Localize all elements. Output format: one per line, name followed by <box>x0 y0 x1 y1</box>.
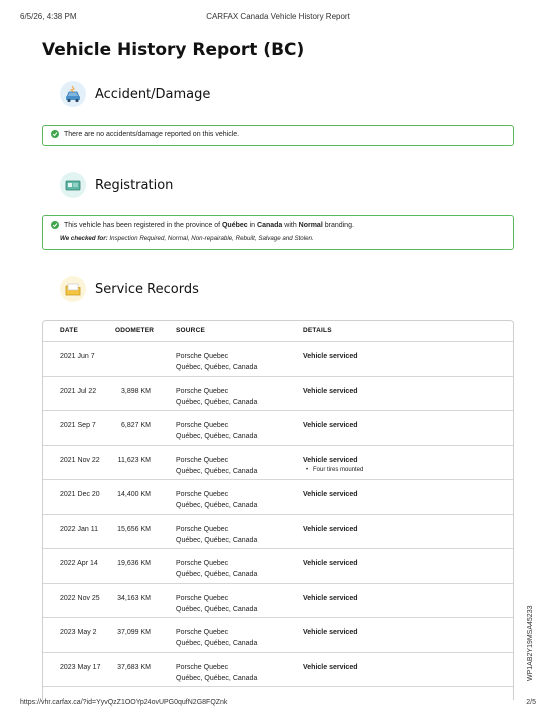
row-source <box>176 386 257 408</box>
row-date: 2021 Nov 22 <box>60 456 100 464</box>
check-circle-icon <box>51 130 59 138</box>
table-row <box>43 549 513 584</box>
row-details <box>303 351 357 362</box>
row-source <box>176 351 257 373</box>
row-source <box>176 489 257 511</box>
row-source <box>176 455 257 477</box>
row-source-location: Québec, Québec, Canada <box>176 433 258 440</box>
row-source <box>176 558 257 580</box>
row-date: 2022 Apr 14 <box>60 560 98 567</box>
checked-for-note: We checked for: Inspection Required, Normal, Non-repairable, Rebuilt, Salvage and Stolen. <box>60 235 314 242</box>
column-date: DATE <box>60 327 79 334</box>
row-source-name: Porsche Quebec <box>176 629 229 636</box>
row-source-name: Porsche Quebec <box>176 387 229 395</box>
registration-section-title: Registration <box>95 177 174 193</box>
page-title: Vehicle History Report (BC) <box>42 40 305 60</box>
row-details <box>303 455 363 476</box>
column-source: SOURCE <box>176 327 206 334</box>
print-doc-title: CARFAX Canada Vehicle History Report <box>206 12 350 21</box>
table-row <box>43 342 513 377</box>
table-row <box>43 584 513 619</box>
row-detail-text: Vehicle serviced <box>303 594 358 602</box>
row-details <box>303 386 357 397</box>
row-details <box>303 489 357 500</box>
row-details <box>303 558 357 569</box>
table-row <box>43 446 513 481</box>
row-source-name: Porsche Quebec <box>176 525 229 533</box>
row-odometer: 34,163 KM <box>117 594 151 602</box>
row-odometer: 6,827 KM <box>121 422 151 429</box>
service-records-table <box>42 320 514 700</box>
row-odometer: 11,623 KM <box>117 456 151 464</box>
row-detail-text: Vehicle serviced <box>303 525 358 533</box>
row-date: 2022 Jan 11 <box>60 525 99 533</box>
row-detail-subitem: • Four tires mounted <box>303 465 363 476</box>
table-row <box>43 515 513 550</box>
row-source-location: Québec, Québec, Canada <box>176 398 258 406</box>
row-source-location: Québec, Québec, Canada <box>176 502 258 509</box>
row-source-name: Porsche Quebec <box>176 456 229 464</box>
row-date: 2021 Sep 7 <box>60 422 96 429</box>
print-datetime: 6/5/26, 4:38 PM <box>20 12 77 21</box>
accident-message: There are no accidents/damage reported on this vehicle. <box>64 130 240 138</box>
row-detail-text: Vehicle serviced <box>303 353 358 360</box>
car-damage-icon <box>60 81 86 107</box>
table-row <box>43 618 513 653</box>
row-detail-text: Vehicle serviced <box>303 456 358 464</box>
row-date: 2023 May 17 <box>60 663 101 671</box>
row-source-location: Québec, Québec, Canada <box>176 605 258 613</box>
row-source-name: Porsche Quebec <box>176 663 229 671</box>
row-source-name: Porsche Quebec <box>176 560 229 567</box>
row-source-name: Porsche Quebec <box>176 353 229 360</box>
row-date: 2022 Nov 25 <box>60 594 100 602</box>
row-detail-text: Vehicle serviced <box>303 387 358 395</box>
row-source <box>176 627 257 649</box>
row-source-name: Porsche Quebec <box>176 491 229 498</box>
check-circle-icon <box>51 221 59 229</box>
accident-section-header <box>60 81 210 107</box>
row-odometer: 19,636 KM <box>117 560 151 567</box>
row-source-location: Québec, Québec, Canada <box>176 640 258 647</box>
row-odometer: 15,656 KM <box>117 525 151 533</box>
row-odometer: 37,099 KM <box>117 629 151 636</box>
row-source <box>176 593 257 615</box>
row-source-location: Québec, Québec, Canada <box>176 536 258 544</box>
row-date: 2021 Jul 22 <box>60 387 97 395</box>
service-section-title: Service Records <box>95 281 199 297</box>
table-header <box>43 321 513 342</box>
vin-label: WP1AB2Y19MSA45233 <box>527 605 534 681</box>
row-odometer: 3,898 KM <box>121 387 151 395</box>
registration-notice <box>42 215 514 250</box>
registration-card-icon <box>60 172 86 198</box>
service-section-header <box>60 276 199 302</box>
row-detail-text: Vehicle serviced <box>303 491 358 498</box>
row-detail-text: Vehicle serviced <box>303 629 358 636</box>
row-source <box>176 662 257 684</box>
row-source-location: Québec, Québec, Canada <box>176 467 258 475</box>
table-row <box>43 653 513 688</box>
row-source <box>176 420 257 442</box>
row-source-location: Québec, Québec, Canada <box>176 364 258 371</box>
row-source <box>176 524 257 546</box>
table-row <box>43 377 513 412</box>
row-detail-text: Vehicle serviced <box>303 663 358 671</box>
page-number: 2/5 <box>526 699 536 706</box>
row-details <box>303 420 357 431</box>
column-odometer: ODOMETER <box>115 327 155 334</box>
row-date: 2023 May 2 <box>60 629 97 636</box>
row-details <box>303 593 357 604</box>
accident-section-title: Accident/Damage <box>95 86 211 102</box>
row-details <box>303 627 357 638</box>
row-source-name: Porsche Quebec <box>176 594 229 602</box>
row-source-location: Québec, Québec, Canada <box>176 674 258 682</box>
row-source-name: Porsche Quebec <box>176 422 229 429</box>
page-url: https://vhr.carfax.ca/?id=YyvQzZ1OOYp24ovUPG0qufN2G8FQZnk <box>20 699 228 706</box>
column-details: DETAILS <box>303 327 332 334</box>
row-source-location: Québec, Québec, Canada <box>176 571 258 578</box>
row-detail-text: Vehicle serviced <box>303 560 358 567</box>
registration-section-header <box>60 172 173 198</box>
row-odometer: 14,400 KM <box>117 491 151 498</box>
accident-notice <box>42 125 514 146</box>
row-details <box>303 662 357 673</box>
registration-message: This vehicle has been registered in the province of Québec in Canada with Normal branding. <box>64 221 354 229</box>
table-row <box>43 480 513 515</box>
row-date: 2021 Jun 7 <box>60 353 95 360</box>
folder-icon <box>60 276 86 302</box>
table-row <box>43 411 513 446</box>
row-details <box>303 524 357 535</box>
row-detail-text: Vehicle serviced <box>303 422 358 429</box>
row-odometer: 37,683 KM <box>117 663 151 671</box>
print-header <box>20 12 536 24</box>
row-date: 2021 Dec 20 <box>60 491 100 498</box>
